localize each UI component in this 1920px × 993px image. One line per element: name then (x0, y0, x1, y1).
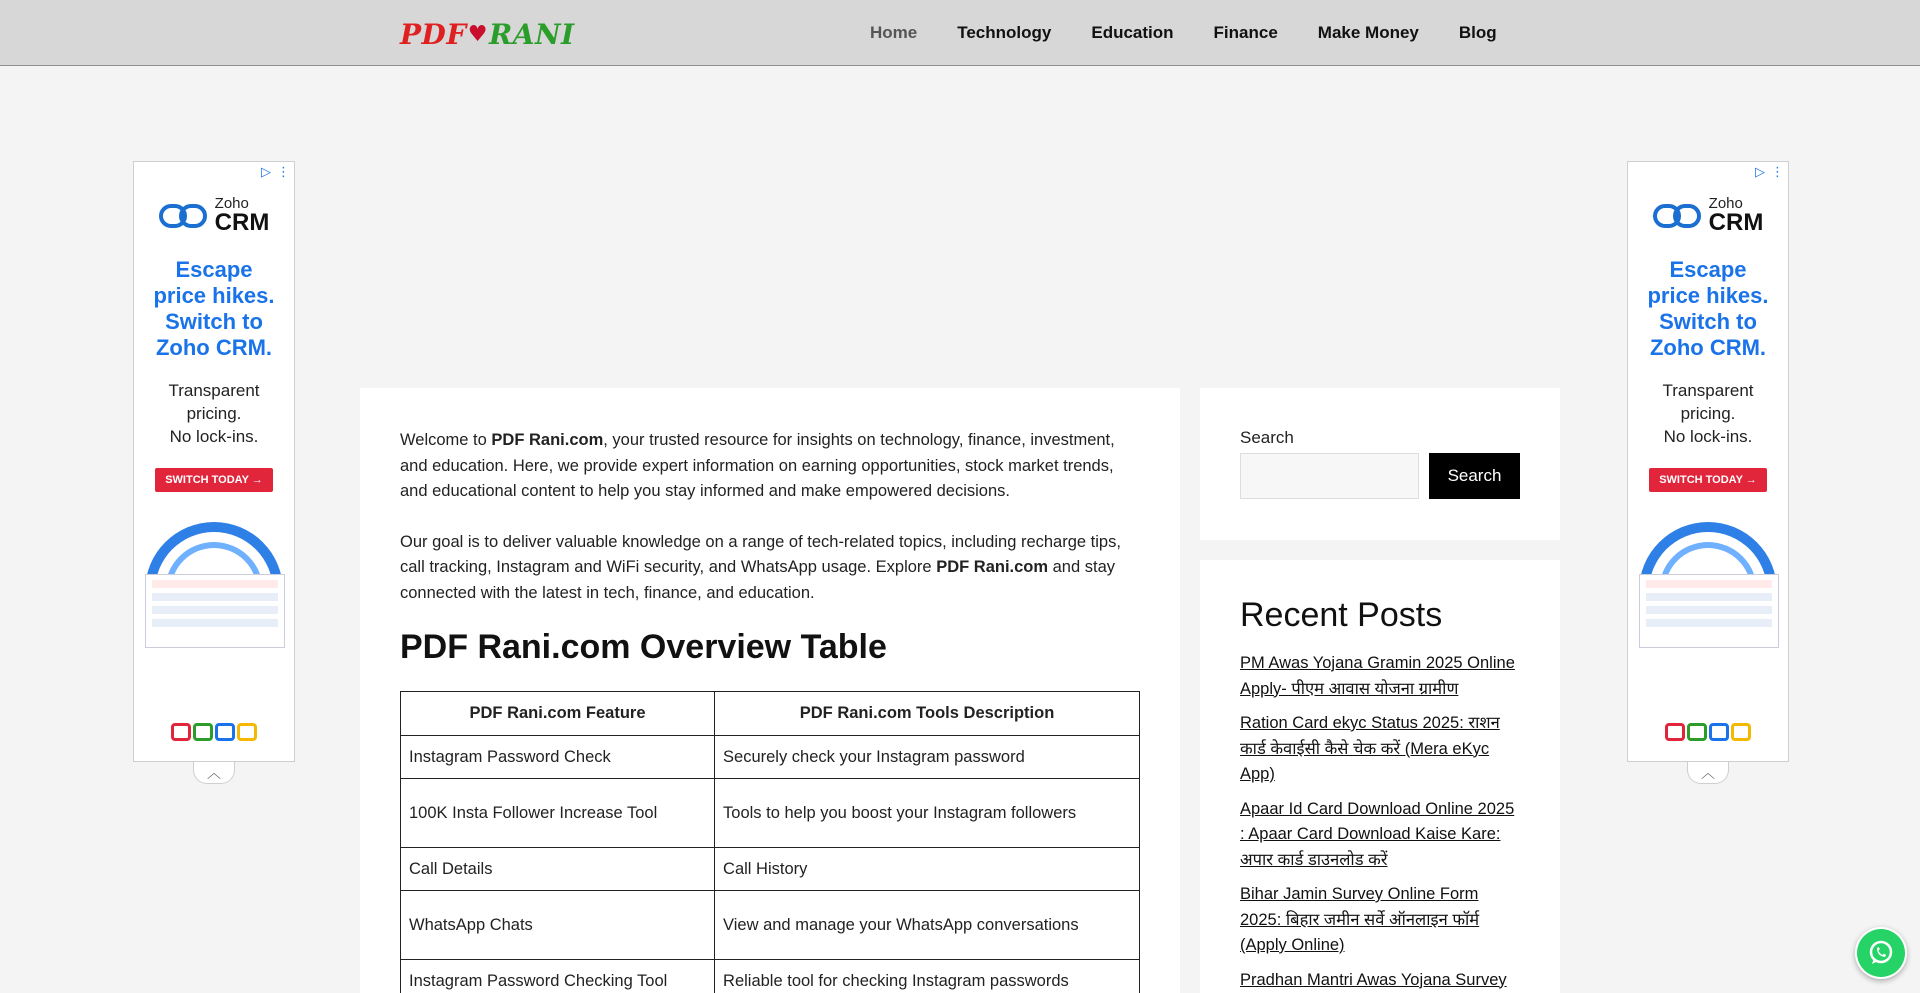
search-widget (1200, 388, 1560, 540)
table-row (401, 891, 1140, 960)
nav-education[interactable]: Education (1091, 23, 1174, 42)
recent-post-link[interactable]: Pradhan Mantri Awas Yojana Survey (1240, 970, 1507, 989)
ad-headline: Escape price hikes. Switch to Zoho CRM. (1647, 257, 1769, 360)
overview-heading: PDF Rani.com Overview Table (400, 628, 887, 666)
ad-brand-name: CRM (214, 209, 270, 236)
search-label: Search (1240, 428, 1294, 447)
table-cell: Tools to help you boost your Instagram followers (715, 779, 1140, 848)
whatsapp-button[interactable] (1855, 927, 1907, 979)
zoho-rings-icon (1653, 200, 1703, 232)
brand-link: PDF Rani.com (491, 431, 604, 449)
recent-post-link[interactable]: Apaar Id Card Download Online 2025 : Apaar Card Download Kaise Kare: अपार कार्ड डाउनलोड करें (1240, 799, 1515, 869)
search-button[interactable]: Search (1429, 453, 1520, 499)
brand-link: PDF Rani.com (936, 558, 1049, 576)
table-cell: WhatsApp Chats (401, 891, 715, 960)
table-cell: 100K Insta Follower Increase Tool (401, 779, 715, 848)
goal-paragraph: Our goal is to deliver valuable knowledge on a range of tech-related topics, including recharge tips, call tracking, Instagram and WiFi security, and WhatsApp usage. Explore PDF Rani.com and stay connected with the latest in tech, finance, and education. (400, 532, 1121, 602)
chevron-up-icon: ︿ (207, 764, 221, 781)
ad-subtext: Transparent pricing. No lock-ins. (1662, 381, 1754, 446)
ad-choices[interactable] (261, 164, 290, 180)
table-header-row (401, 692, 1140, 736)
search-input[interactable] (1240, 453, 1419, 499)
site-logo[interactable] (400, 14, 575, 54)
ad-brand-top: Zoho (1708, 195, 1743, 212)
chevron-up-icon: ︿ (1701, 764, 1715, 781)
ad-menu-icon[interactable]: ⋮ (1771, 164, 1784, 179)
ad-choices[interactable] (1755, 164, 1784, 180)
table-header-description: PDF Rani.com Tools Description (715, 692, 1140, 736)
table-cell: View and manage your WhatsApp conversations (715, 891, 1140, 960)
table-cell: Instagram Password Check (401, 736, 715, 779)
ad-banner-right[interactable] (1627, 161, 1789, 762)
table-cell: Call Details (401, 848, 715, 891)
zoho-footer-logo (134, 723, 294, 741)
site-header (0, 0, 1920, 66)
zoho-footer-logo (1628, 723, 1788, 741)
nav-make-money[interactable]: Make Money (1317, 23, 1419, 42)
ad-cta-button[interactable]: SWITCH TODAY → (1649, 468, 1767, 492)
ad-subtext: Transparent pricing. No lock-ins. (168, 381, 260, 446)
main-article (360, 388, 1180, 993)
nav-technology[interactable]: Technology (957, 23, 1052, 42)
nav-finance[interactable]: Finance (1213, 23, 1278, 42)
table-cell: Reliable tool for checking Instagram passwords (715, 960, 1140, 993)
ad-cta-button[interactable]: SWITCH TODAY → (155, 468, 273, 492)
recent-posts-title: Recent Posts (1240, 596, 1443, 634)
logo-text-rani: RANI (488, 17, 575, 51)
recent-post-link[interactable]: Ration Card ekyc Status 2025: राशन कार्ड केवाईसी कैसे चेक करें (Mera eKyc App) (1240, 714, 1500, 783)
ad-brand-name: CRM (1708, 209, 1764, 236)
intro-paragraph: Welcome to PDF Rani.com, your trusted resource for insights on technology, finance, investment, and education. Here, we provide expert information on earning opportunities, stock market trends, and educational content to help you stay informed and make empowered decisions. (400, 431, 1115, 500)
zoho-crm-logo (134, 196, 294, 235)
nav-blog[interactable]: Blog (1458, 23, 1497, 42)
table-cell: Securely check your Instagram password (715, 736, 1140, 779)
nav-home[interactable]: Home (870, 23, 918, 42)
adchoices-icon[interactable]: ▷ (261, 164, 271, 179)
whatsapp-icon (1866, 938, 1896, 968)
table-row (401, 960, 1140, 993)
logo-text-pdf: PDF (400, 17, 467, 51)
table-cell: Call History (715, 848, 1140, 891)
recent-post-link[interactable]: PM Awas Yojana Gramin 2025 Online Apply- पीएम आवास योजना ग्रामीण (1240, 654, 1515, 698)
table-cell: Instagram Password Checking Tool (401, 960, 715, 993)
ad-menu-icon[interactable]: ⋮ (277, 164, 290, 179)
ad-headline: Escape price hikes. Switch to Zoho CRM. (153, 257, 275, 360)
recent-posts-widget (1200, 560, 1560, 993)
adchoices-icon[interactable]: ▷ (1755, 164, 1765, 179)
recent-post-link[interactable]: Bihar Jamin Survey Online Form 2025: बिहार जमीन सर्वे ऑनलाइन फॉर्म (Apply Online) (1240, 885, 1480, 954)
heart-icon: ♥ (467, 21, 488, 47)
ad-dashboard-illustration (1633, 518, 1783, 668)
ad-dashboard-illustration (139, 518, 289, 668)
ad-brand-top: Zoho (214, 195, 249, 212)
overview-table (400, 691, 1140, 993)
zoho-rings-icon (159, 200, 209, 232)
table-header-feature: PDF Rani.com Feature (401, 692, 715, 736)
table-row (401, 736, 1140, 779)
ad-collapse-button[interactable] (193, 762, 235, 784)
main-nav (870, 0, 1497, 66)
ad-collapse-button[interactable] (1687, 762, 1729, 784)
ad-banner-left[interactable] (133, 161, 295, 762)
table-row (401, 779, 1140, 848)
table-row (401, 848, 1140, 891)
zoho-crm-logo (1628, 196, 1788, 235)
